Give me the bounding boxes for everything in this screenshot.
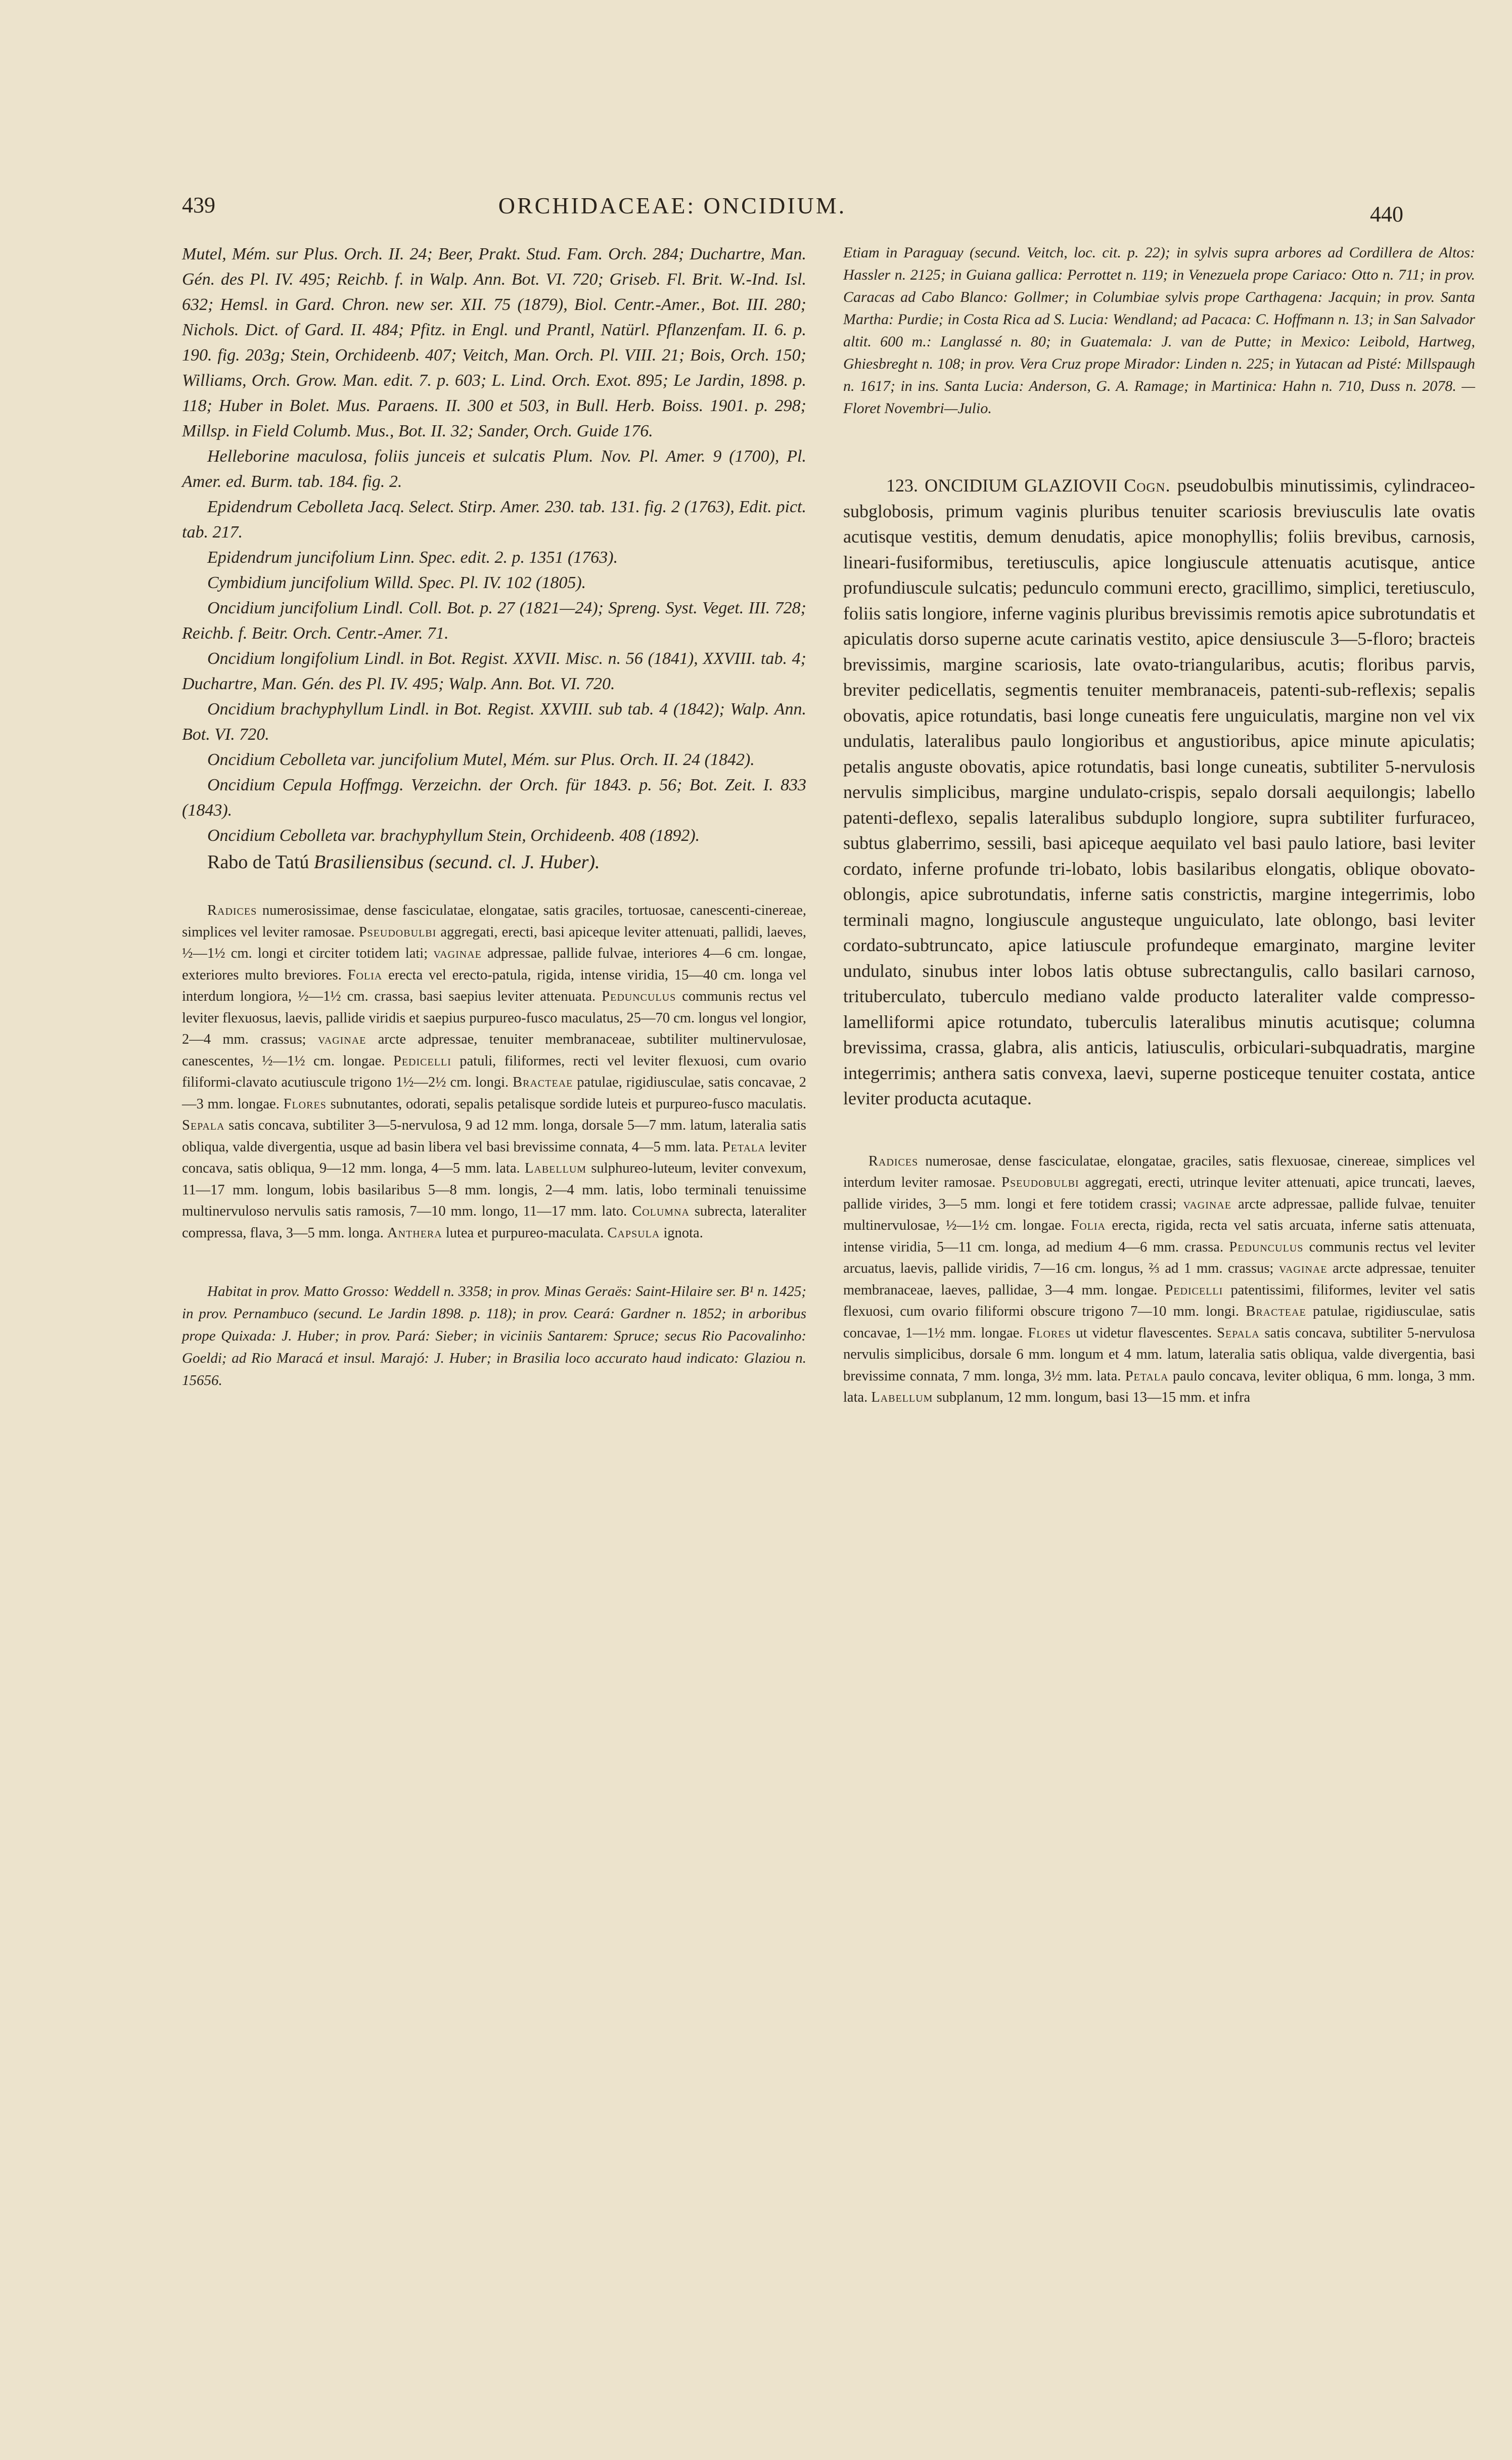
- organ-description: numerosae, dense fasciculatae, elongatae, graciles, satis flexuosae, cinereae, simplices vel interdum leviter ramosae.: [843, 1153, 1475, 1190]
- organ-term: Flores: [1028, 1325, 1071, 1341]
- synonym: Oncidium longifolium Lindl. in Bot. Regist. XXVII. Misc. n. 56 (1841), XXVIII. tab. 4; Duchartre, Man. Gén. des Pl. IV. 495; Walp. Ann. Bot. VI. 720.: [182, 649, 806, 693]
- description-right: [843, 1151, 1475, 1409]
- organ-term: Folia: [347, 967, 383, 983]
- synonym: Oncidium Cebolleta var. brachyphyllum Stein, Orchideenb. 408 (1892).: [207, 826, 700, 845]
- species-number: 123. ONCIDIUM GLAZIOVII: [886, 475, 1118, 496]
- organ-term: Flores: [283, 1096, 327, 1112]
- running-title: ORCHIDACEAE: ONCIDIUM.: [498, 193, 847, 218]
- page-number-left: 439: [182, 193, 215, 217]
- organ-term: Labellum: [871, 1390, 933, 1405]
- organ-description: subnutantes, odorati, sepalis petalisque sordide luteis et purpureo-fusco maculatis.: [326, 1096, 807, 1112]
- species-diagnosis: [843, 473, 1475, 1111]
- organ-term: vaginae: [317, 1032, 366, 1047]
- page-header: [182, 192, 1512, 227]
- organ-term: Pedicelli: [1165, 1282, 1223, 1298]
- organ-description: communis rectus vel leviter arcuatus, laevis, pallide viridis, 7—16 cm. longus, ⅔ ad 1 mm. crassus;: [843, 1239, 1475, 1276]
- organ-term: Pseudobulbi: [1001, 1175, 1079, 1190]
- page-number-right: 440: [1370, 202, 1403, 227]
- organ-description: erecta, rigida, recta vel satis arcuata, inferne satis attenuata, intense viridia, 5—11 cm. longa, ad medium 4—6 mm. crassa.: [843, 1218, 1475, 1255]
- organ-term: vaginae: [1279, 1261, 1327, 1276]
- species-author: Cogn.: [1124, 475, 1171, 496]
- right-column: [843, 242, 1475, 1409]
- organ-description: satis concava, subtiliter 3—5-nervulosa, 9 ad 12 mm. longa, dorsale 5—7 mm. latum, lateralia satis obliqua, valde divergentia, usque ad basin libera vel basi brevissime connata, 4—5 mm. lata.: [182, 1117, 806, 1155]
- organ-term: Labellum: [524, 1160, 587, 1176]
- organ-description: numerosissimae, dense fasciculatae, elongatae, satis graciles, tortuosae, canescenti-cinereae, simplices vel leviter ramosae.: [182, 903, 806, 940]
- species-text: pseudobulbis minutissimis, cylindraceo-subglobosis, primum vaginis pluribus tenuiter scariosis breviusculis late ovatis acutisque vestitis, demum denudatis, apice monophyllis; foliis brevibus, carnosis, lineari-fusiformibus, teretiusculis, apice longiuscule attenuatis acutisque, antice profundiuscule sulcatis; pedunculo communi erecto, gracillimo, simplici, teretiusculo, foliis satis longiore, inferne vaginis pluribus brevissimis remotis apice subrotundatis et apiculatis dorso superne acute carinatis vestito, apice densiuscule 3—5-floro; bracteis brevissimis, margine scariosis, late ovato-triangularibus, acutis; floribus parvis, breviter pedicellatis, segmentis tenuiter membranaceis, patenti-sub-reflexis; sepalis obovatis, apice rotundatis, basi longe cuneatis fere unguiculatis, margine non vel vix undulatis, lateralibus paulo longioribus et angustioribus, apice minute apiculatis; petalis anguste obovatis, apice rotundatis, basi longe cuneatis, subtiliter 5-nervulosis nervulis simplicibus, margine undulato-crispis, sepalo dorsali aequilongis; labello patenti-deflexo, sepalis lateralibus subduplo longiore, supra subtiliter furfuraceo, subtus glaberrimo, sessili, basi apiceque aequilato vel basi paulo latiore, basi leviter cordato, inferne profunde tri-lobato, lobis basilaribus elongatis, oblique obovato-oblongis, apice subrotundatis, inferne satis constrictis, margine integerrimis, lobo terminali magno, longiuscule angusteque unguiculato, late oblongo, basi leviter cordato-subtruncato, apice latiuscule profundeque emarginato, margine leviter undulato, sinubus inter lobos latis obtuse subrectangulis, callo basilari carnoso, trituberculato, tuberculo mediano valde producto lateraliter valde compresso-lamelliformi apice rotundato, tuberculis lateralibus minutis acutisque; columna brevissima, crassa, glabra, alis anticis, latiusculis, orbiculari-subquadratis, margine integerrimis; anthera satis convexa, laevi, superne posticeque tenuiter costata, antice leviter producta acutaque.: [843, 475, 1475, 1108]
- citations-right: Etiam in Paraguay (secund. Veitch, loc. cit. p. 22); in sylvis supra arbores ad Cordillera de Altos: Hassler n. 2125; in Guiana gallica: Perrottet n. 119; in Venezuela prope Cariaco: Otto n. 711; in prov. Caracas ad Cabo Blanco: Gollmer; in Columbiae sylvis prope Carthagena: Jacquin; in prov. Santa Martha: Purdie; in Costa Rica ad S. Lucia: Wendland; ad Pacaca: C. Hoffmann n. 13; in San Salvador altit. 600 m.: Langlassé n. 80; in Guatemala: J. van de Putte; in Mexico: Leibold, Hartweg, Ghiesbreght n. 108; in prov. Vera Cruz prope Mirador: Linden n. 225; in Yutacan ad Pisté: Millspaugh n. 1617; in ins. Santa Lucia: Anderson, G. A. Ramage; in Martinica: Hahn n. 710, Duss n. 2078. — Floret Novembri—Julio.: [843, 244, 1475, 417]
- left-column: [182, 242, 806, 1392]
- organ-description: subrecta, lateraliter compressa, flava, 3—5 mm. longa.: [182, 1203, 806, 1241]
- organ-term: Bracteae: [1246, 1304, 1306, 1319]
- organ-term: Pedunculus: [602, 989, 676, 1004]
- organ-term: Pedunculus: [1229, 1239, 1304, 1255]
- organ-term: Radices: [868, 1153, 919, 1169]
- habitat: Habitat in prov. Matto Grosso: Weddell n. 3358; in prov. Minas Geraës: Saint-Hilaire ser. B¹ n. 1425; in prov. Pernambuco (secund. Le Jardin 1898. p. 118); in prov. Ceará: Gardner n. 1852; in arboribus prope Quixada: J. Huber; in prov. Pará: Sieber; in viciniis Santarem: Spruce; secus Rio Pacovalinho: Goeldi; ad Rio Maracá et insul. Marajó: J. Huber; in Brasilia loco accurato haud indicato: Glaziou n. 15656.: [182, 1283, 806, 1389]
- organ-description: satis concava, subtiliter 5-nervulosa nervulis simplicibus, dorsale 6 mm. longum et 4 mm. latum, lateralia satis obliqua, valde divergentia, basi brevissime connata, 7 mm. longa, 3½ mm. lata.: [843, 1325, 1475, 1384]
- organ-description: erecta vel erecto-patula, rigida, intense viridia, 15—40 cm. longa vel interdum longiora, ½—1½ cm. crassa, basi saepius leviter attenuata.: [182, 967, 806, 1004]
- organ-term: Capsula: [607, 1225, 660, 1241]
- organ-description: adpressae, pallide fulvae, interiores 4—6 cm. longae, exteriores multo breviores.: [182, 946, 806, 983]
- organ-description: arcte adpressae, pallide fulvae, tenuiter multinervulosae, ½—1½ cm. longae.: [843, 1196, 1475, 1233]
- synonym: Cymbidium juncifolium Willd. Spec. Pl. IV. 102 (1805).: [207, 573, 586, 592]
- organ-description: patulae, rigidiusculae, satis concavae, 1—1½ mm. longae.: [843, 1304, 1475, 1341]
- organ-term: Bracteae: [513, 1075, 573, 1090]
- organ-term: Sepala: [182, 1117, 225, 1133]
- synonym: Oncidium brachyphyllum Lindl. in Bot. Regist. XXVIII. sub tab. 4 (1842); Walp. Ann. Bot. VI. 720.: [182, 700, 806, 744]
- synonym: Oncidium Cebolleta var. juncifolium Mutel, Mém. sur Plus. Orch. II. 24 (1842).: [207, 750, 755, 769]
- organ-term: vaginae: [433, 946, 482, 961]
- citations-left: Mutel, Mém. sur Plus. Orch. II. 24; Beer, Prakt. Stud. Fam. Orch. 284; Duchartre, Man. Gén. des Pl. IV. 495; Reichb. f. in Walp. Ann. Bot. VI. 720; Griseb. Fl. Brit. W.-Ind. Isl. 632; Hemsl. in Gard. Chron. new ser. XII. 75 (1879), Biol. Centr.-Amer., Bot. III. 280; Nichols. Dict. of Gard. II. 484; Pfitz. in Engl. und Prantl, Natürl. Pflanzenfam. II. 6. p. 190. fig. 203g; Stein, Orchideenb. 407; Veitch, Man. Orch. Pl. VIII. 21; Bois, Orch. 150; Williams, Orch. Grow. Man. edit. 7. p. 603; L. Lind. Orch. Exot. 895; Le Jardin, 1898. p. 118; Huber in Bolet. Mus. Paraens. II. 300 et 503, in Bull. Herb. Boiss. 1901. p. 298; Millsp. in Field Columb. Mus., Bot. II. 32; Sander, Orch. Guide 176.: [182, 245, 806, 440]
- organ-description: ut videtur flavescentes.: [1071, 1325, 1217, 1341]
- synonym: Oncidium Cepula Hoffmgg. Verzeichn. der Orch. für 1843. p. 56; Bot. Zeit. I. 833 (1843).: [182, 776, 806, 820]
- organ-term: Folia: [1071, 1218, 1106, 1233]
- organ-description: leviter concava, satis obliqua, 9—12 mm. longa, 4—5 mm. lata.: [182, 1139, 806, 1176]
- organ-term: Sepala: [1217, 1325, 1260, 1341]
- synonym: Oncidium juncifolium Lindl. Coll. Bot. p. 27 (1821—24); Spreng. Syst. Veget. III. 728; Reichb. f. Beitr. Orch. Centr.-Amer. 71.: [182, 599, 806, 643]
- organ-term: Petala: [1125, 1368, 1169, 1384]
- vernacular-source: Brasiliensibus (secund. cl. J. Huber).: [313, 852, 600, 873]
- organ-description: subplanum, 12 mm. longum, basi 13—15 mm. et infra: [933, 1390, 1251, 1405]
- synonym: Epidendrum juncifolium Linn. Spec. edit. 2. p. 1351 (1763).: [207, 548, 618, 567]
- organ-description: paulo concava, leviter obliqua, 6 mm. longa, 3 mm. lata.: [843, 1368, 1475, 1405]
- organ-description: aggregati, erecti, basi apiceque leviter attenuati, pallidi, laeves, ½—1½ cm. longi et circiter totidem lati;: [182, 924, 806, 961]
- organ-term: Petala: [722, 1139, 766, 1155]
- vernacular-lead: Rabo de Tatú: [207, 852, 309, 873]
- organ-term: Pedicelli: [393, 1053, 451, 1069]
- synonym: Helleborine maculosa, foliis junceis et sulcatis Plum. Nov. Pl. Amer. 9 (1700), Pl. Amer. ed. Burm. tab. 184. fig. 2.: [182, 447, 806, 491]
- organ-term: Pseudobulbi: [358, 924, 437, 940]
- description-left: [182, 900, 806, 1244]
- organ-term: Columna: [632, 1203, 690, 1219]
- organ-description: lutea et purpureo-maculata.: [442, 1225, 608, 1241]
- organ-description: aggregati, erecti, utrinque leviter attenuati, apice truncati, laeves, pallide virides, 3—5 mm. longi et fere totidem crassi;: [843, 1175, 1475, 1212]
- organ-term: Anthera: [387, 1225, 442, 1241]
- organ-description: patentissimi, filiformes, leviter vel satis flexuosi, cum ovario filiformi obscure trigono 7—10 mm. longi.: [843, 1282, 1475, 1319]
- organ-description: arcte adpressae, tenuiter membranaceae, laeves, pallidae, 3—4 mm. longae.: [843, 1261, 1475, 1298]
- organ-term: vaginae: [1183, 1196, 1231, 1212]
- synonym: Epidendrum Cebolleta Jacq. Select. Stirp. Amer. 230. tab. 131. fig. 2 (1763), Edit. pict. tab. 217.: [182, 498, 806, 542]
- organ-description: patuli, filiformes, recti vel leviter flexuosi, cum ovario filiformi-clavato acutiuscule trigono 1½—2½ cm. longi.: [182, 1053, 806, 1090]
- organ-description: arcte adpressae, tenuiter membranaceae, subtiliter multinervulosae, canescentes, ½—1½ cm. longae.: [182, 1032, 806, 1069]
- vernacular-name: [182, 848, 806, 876]
- organ-description: patulae, rigidiusculae, satis concavae, 2—3 mm. longae.: [182, 1075, 807, 1112]
- organ-term: Radices: [207, 903, 257, 918]
- organ-description: ignota.: [660, 1225, 703, 1241]
- organ-description: sulphureo-luteum, leviter convexum, 11—17 mm. longum, lobis basilaribus 5—8 mm. longis, 2—4 mm. latis, lobo terminali tenuissime multinervuloso nervulis satis ramosis, 7—10 mm. longo, 11—17 mm. lato.: [182, 1160, 806, 1219]
- organ-description: communis rectus vel leviter flexuosus, laevis, pallide viridis et saepius purpureo-fusco maculatus, 25—70 cm. longus vel longior, 2—4 mm. crassus;: [182, 989, 806, 1047]
